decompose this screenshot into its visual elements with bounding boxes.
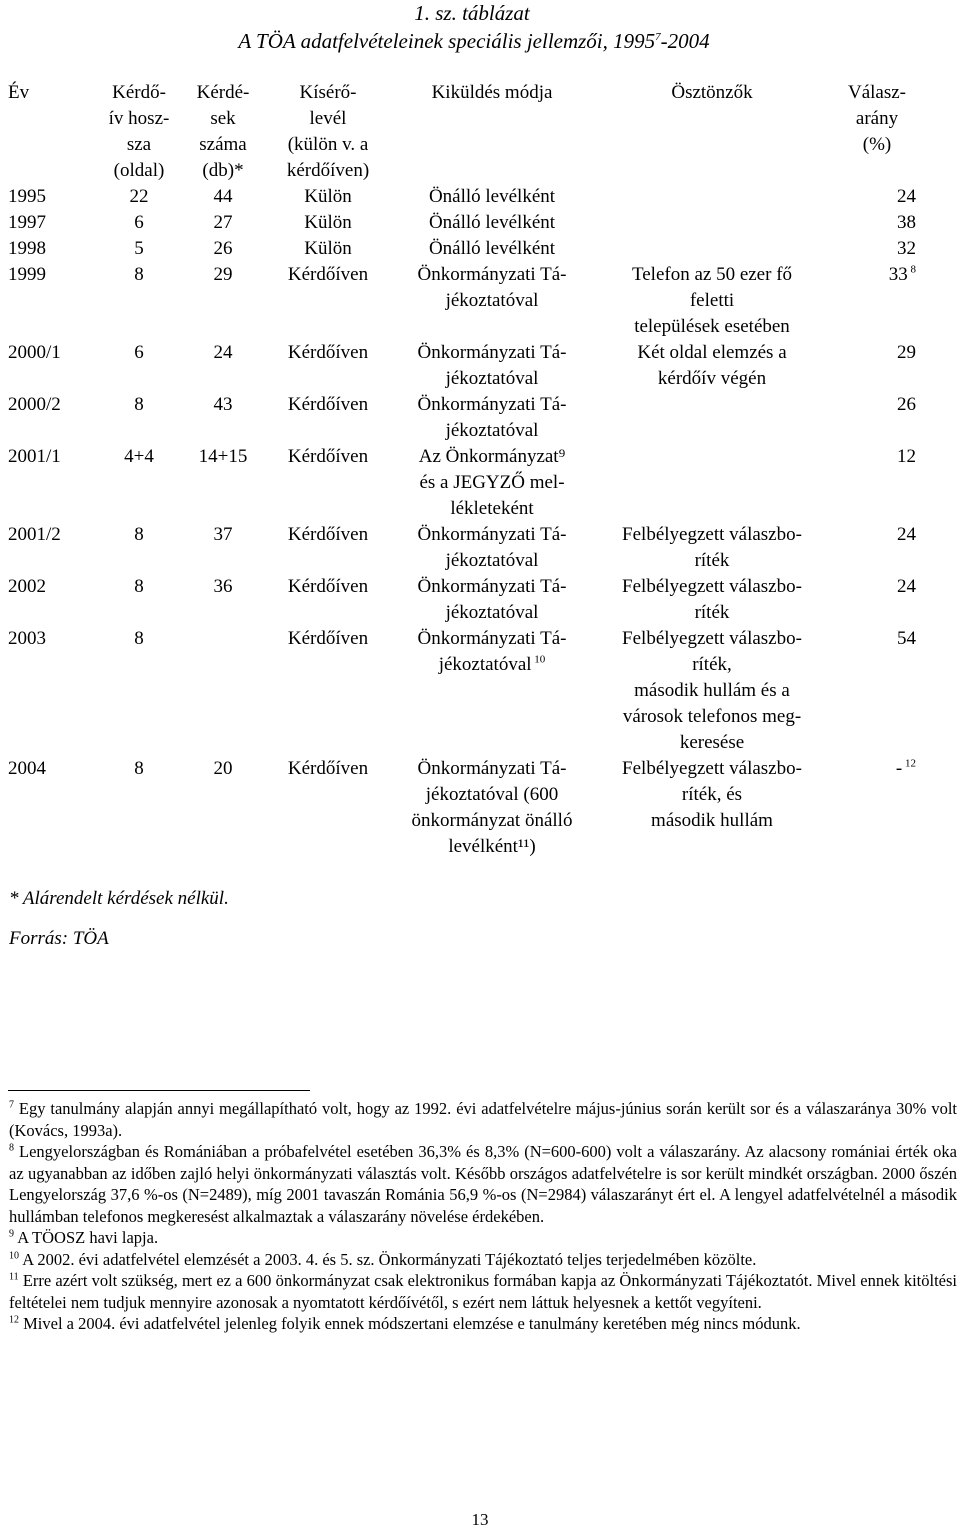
cell-incentives: [596, 574, 828, 626]
header-line: sek: [210, 108, 236, 129]
cell-response-rate: [828, 184, 926, 210]
incentive-line: települések esetében: [634, 316, 790, 337]
method-line: Önkormányzati Tá-: [417, 342, 567, 363]
cell-response-rate: [828, 444, 926, 522]
cell-response-rate: [828, 262, 926, 340]
table-row: [8, 184, 926, 210]
footnote-text: Lengyelországban és Romániában a próbafelvétel esetében 36,3% és 8,3% (N=600-600) volt a válaszarány. Az alacsony romániai érték oka az ugyanabban az időben zajló helyi önkormányzati választás volt. Később országos adatfelvételre is sor került mindkét országban. 2000 őszén Lengyelország 37,6 %-os (N=2489), míg 2001 tavaszán Románia 56,9 %-os (N=2984) válaszarányt ért el. A lengyel adatfelvételnél a második hullámban telefonos megkeresést alkalmaztak a válaszarány növelése érdekében.: [9, 1142, 957, 1226]
cell-incentives: [596, 236, 828, 262]
cell-dispatch-method: [388, 184, 596, 210]
cell-pages: 22: [129, 186, 149, 207]
method-line: Önálló levélként: [428, 212, 556, 233]
header-line: (db)*: [202, 160, 244, 181]
table-row: [8, 522, 926, 574]
cell-year: 2000/1: [8, 342, 61, 363]
table-row: [8, 574, 926, 626]
table-note: * Alárendelt kérdések nélkül.: [9, 888, 229, 909]
method-line: levélként¹¹): [448, 836, 536, 857]
incentive-line: Két oldal elemzés a: [637, 342, 787, 363]
incentive-line: Felbélyegzett válaszbo-: [622, 758, 802, 779]
header-cover-letter: [268, 80, 388, 184]
table-row: [8, 626, 926, 756]
header-questions: [178, 80, 268, 184]
cell-cover-letter: Kérdőíven: [287, 446, 369, 467]
cell-year: 2002: [8, 576, 46, 597]
table-row: [8, 444, 926, 522]
incentive-line: második hullám és a: [634, 680, 790, 701]
cell-response-rate: [828, 392, 926, 444]
method-line: Önkormányzati Tá-: [417, 628, 567, 649]
method-line: jékoztatóval: [445, 602, 539, 623]
cell-cover-letter: Kérdőíven: [287, 758, 369, 779]
cell-response-rate: [828, 574, 926, 626]
cell-year: 1995: [8, 186, 46, 207]
cell-incentives: [596, 444, 828, 522]
cell-cover-letter: Kérdőíven: [287, 576, 369, 597]
header-line: Válasz-: [847, 82, 907, 103]
rate-value: 24: [897, 186, 916, 207]
table-row: [8, 236, 926, 262]
method-line: jékoztatóval: [445, 290, 539, 311]
cell-cover-letter: Kérdőíven: [287, 628, 369, 649]
footnote-text: Egy tanulmány alapján annyi megállapítható volt, hogy az 1992. évi adatfelvételre május-június során került sor és a válaszaránya 30% volt (Kovács, 1993a).: [9, 1099, 957, 1140]
header-line: levél: [309, 108, 347, 129]
cell-incentives: [596, 392, 828, 444]
rate-value: 38: [897, 212, 916, 233]
method-line: jékoztatóval: [445, 550, 539, 571]
footnote-number: 12: [9, 1314, 19, 1326]
method-line: és a JEGYZŐ mel-: [419, 472, 565, 493]
footnote: [9, 1098, 957, 1141]
cell-dispatch-method: [388, 340, 596, 392]
footnote-number: 11: [9, 1271, 19, 1283]
footnote-text: Erre azért volt szükség, mert ez a 600 önkormányzat csak elektronikus formában kapja az Önkormányzati Tájékoztatót. Mivel ennek kitöltési feltételei nem tudjuk mennyire azonosak a nyomtatott kérdőívétől, s ezért nem láttuk helyesnek a kettőt vegyíteni.: [9, 1271, 957, 1312]
cell-year: 2004: [8, 758, 46, 779]
table-row: [8, 262, 926, 340]
cell-questions: 20: [213, 758, 233, 779]
cell-year: 2003: [8, 628, 46, 649]
table-row: [8, 340, 926, 392]
rate-value: -: [895, 758, 903, 779]
cell-questions: 14+15: [198, 446, 248, 467]
cell-dispatch-method: [388, 522, 596, 574]
cell-questions: [178, 626, 268, 756]
cell-cover-letter: Kérdőíven: [287, 394, 369, 415]
method-line: Önkormányzati Tá-: [417, 758, 567, 779]
method-line: Önkormányzati Tá-: [417, 264, 567, 285]
footnote: [9, 1141, 957, 1227]
footnote: [9, 1249, 957, 1271]
rate-value: 32: [897, 238, 916, 259]
method-line: jékoztatóval (600: [425, 784, 559, 805]
footnote-number: 8: [9, 1142, 14, 1154]
method-line: Önkormányzati Tá-: [417, 576, 567, 597]
cell-response-rate: [828, 626, 926, 756]
cell-questions: 29: [213, 264, 233, 285]
footnote-divider: [8, 1090, 310, 1091]
method-line: Önálló levélként: [428, 186, 556, 207]
cell-dispatch-method: [388, 236, 596, 262]
header-line: (külön v. a: [287, 134, 369, 155]
cell-year: 1999: [8, 264, 46, 285]
cell-questions: 27: [213, 212, 233, 233]
cell-dispatch-method: [388, 574, 596, 626]
page-number: 13: [471, 1510, 489, 1529]
cell-response-rate: [828, 236, 926, 262]
rate-value: 12: [897, 446, 916, 467]
header-line: sza: [126, 134, 152, 155]
method-line: lékleteként: [450, 498, 534, 519]
rate-value: 33: [888, 264, 908, 285]
header-response-rate: [828, 80, 926, 184]
cell-pages: 8: [134, 628, 144, 649]
method-line: Az Önkormányzat⁹: [418, 446, 566, 467]
cell-year: 2001/1: [8, 446, 61, 467]
table-row: [8, 392, 926, 444]
incentive-line: második hullám: [651, 810, 773, 831]
cell-questions: 26: [213, 238, 233, 259]
rate-value: 24: [897, 576, 916, 597]
rate-value: 29: [897, 342, 916, 363]
cell-dispatch-method: [388, 756, 596, 860]
cell-incentives: [596, 756, 828, 860]
incentive-line: ríték, és: [681, 784, 743, 805]
cell-dispatch-method: [388, 444, 596, 522]
cell-cover-letter: Külön: [304, 238, 352, 259]
method-line: Önkormányzati Tá-: [417, 394, 567, 415]
header-line: száma: [199, 134, 247, 155]
cell-questions: 36: [213, 576, 233, 597]
header-line: kérdőíven): [286, 160, 370, 181]
cell-year: 1998: [8, 238, 46, 259]
footnote-number: 10: [9, 1250, 19, 1261]
footnotes: [9, 1098, 957, 1335]
cell-response-rate: [828, 340, 926, 392]
cell-cover-letter: Kérdőíven: [287, 524, 369, 545]
header-line: ív hosz-: [108, 108, 170, 129]
cell-pages: 8: [134, 264, 144, 285]
header-dispatch-method: Kiküldés módja: [431, 82, 553, 103]
method-line: Önkormányzati Tá-: [417, 524, 567, 545]
footnote-text: A 2002. évi adatfelvétel elemzését a 2003. 4. és 5. sz. Önkormányzati Tájékoztató teljes terjedelmében közölte.: [22, 1249, 757, 1269]
footnote: [9, 1227, 957, 1249]
cell-pages: 8: [134, 576, 144, 597]
table-caption-title: [0, 28, 954, 54]
rate-value: 54: [897, 628, 916, 649]
rate-value: 24: [897, 524, 916, 545]
incentive-line: Felbélyegzett válaszbo-: [622, 524, 802, 545]
header-line: arány: [855, 108, 899, 129]
cell-response-rate: [828, 210, 926, 236]
caption-text: A TÖA adatfelvételeinek speciális jellemzői, 1995: [238, 29, 656, 53]
cell-incentives: [596, 184, 828, 210]
footnote-ref: 8: [907, 263, 916, 276]
method-line: jékoztatóval: [445, 368, 539, 389]
incentive-line: keresése: [679, 732, 745, 753]
cell-pages: 6: [134, 212, 144, 233]
cell-cover-letter: Kérdőíven: [287, 264, 369, 285]
incentive-line: Telefon az 50 ezer fő: [631, 264, 793, 285]
header-line: Kérdő-: [112, 82, 166, 103]
cell-year: 2001/2: [8, 524, 61, 545]
cell-incentives: [596, 340, 828, 392]
incentive-line: feletti: [689, 290, 735, 311]
footnote-number: 7: [9, 1099, 14, 1111]
survey-characteristics-table: [8, 80, 926, 860]
cell-cover-letter: Külön: [304, 212, 352, 233]
cell-pages: 6: [134, 342, 144, 363]
cell-dispatch-method: [388, 392, 596, 444]
cell-response-rate: [828, 756, 926, 860]
cell-year: 1997: [8, 212, 46, 233]
header-line: Kérdé-: [196, 82, 250, 103]
header-incentives: Ösztönzők: [671, 82, 753, 103]
table-caption-number: 1. sz. táblázat: [414, 1, 530, 25]
cell-dispatch-method: [388, 210, 596, 236]
footnote-number: 9: [9, 1228, 14, 1240]
cell-questions: 37: [213, 524, 233, 545]
header-pages: [100, 80, 178, 184]
method-line: jékoztatóval: [445, 420, 539, 441]
header-row: [8, 80, 926, 184]
cell-questions: 24: [213, 342, 233, 363]
table-row: [8, 210, 926, 236]
caption-text-end: -2004: [660, 29, 710, 53]
rate-value: 26: [897, 394, 916, 415]
method-text: jékoztatóval: [438, 654, 532, 675]
cell-incentives: [596, 626, 828, 756]
header-line: (oldal): [113, 160, 165, 181]
cell-incentives: [596, 210, 828, 236]
footnote-text: A TÖOSZ havi lapja.: [17, 1228, 159, 1247]
incentive-line: városok telefonos meg-: [622, 706, 802, 727]
table-row: [8, 756, 926, 860]
cell-pages: 8: [134, 394, 144, 415]
footnote: [9, 1313, 957, 1335]
header-line: (%): [862, 134, 892, 155]
footnote-ref: 10: [531, 653, 546, 666]
cell-dispatch-method: [388, 262, 596, 340]
cell-cover-letter: Külön: [304, 186, 352, 207]
cell-pages: 5: [134, 238, 144, 259]
cell-questions: 43: [213, 394, 233, 415]
cell-dispatch-method: [388, 626, 596, 756]
incentive-line: ríték,: [692, 654, 732, 675]
cell-year: 2000/2: [8, 394, 61, 415]
header-line: Kísérő-: [299, 82, 357, 103]
cell-incentives: [596, 262, 828, 340]
caption-footnote-ref: 7: [655, 31, 661, 43]
footnote: [9, 1270, 957, 1313]
incentive-line: Felbélyegzett válaszbo-: [622, 576, 802, 597]
cell-cover-letter: Kérdőíven: [287, 342, 369, 363]
incentive-line: ríték: [694, 550, 730, 571]
method-line: Önálló levélként: [428, 238, 556, 259]
cell-pages: 8: [134, 524, 144, 545]
incentive-line: ríték: [694, 602, 730, 623]
cell-response-rate: [828, 522, 926, 574]
cell-incentives: [596, 522, 828, 574]
incentive-line: Felbélyegzett válaszbo-: [622, 628, 802, 649]
footnote-text: Mivel a 2004. évi adatfelvétel jelenleg folyik ennek módszertani elemzése e tanulmány keretében még nincs módunk.: [23, 1314, 801, 1333]
cell-pages: 8: [134, 758, 144, 779]
incentive-line: kérdőív végén: [657, 368, 767, 389]
cell-questions: 44: [213, 186, 233, 207]
table-source: Forrás: TÖA: [9, 928, 109, 949]
table-body: [8, 184, 926, 860]
header-year: Év: [8, 82, 30, 103]
method-line: önkormányzat önálló: [411, 810, 573, 831]
method-line: [388, 652, 596, 678]
footnote-ref: 12: [902, 757, 916, 770]
cell-pages: 4+4: [124, 446, 154, 467]
